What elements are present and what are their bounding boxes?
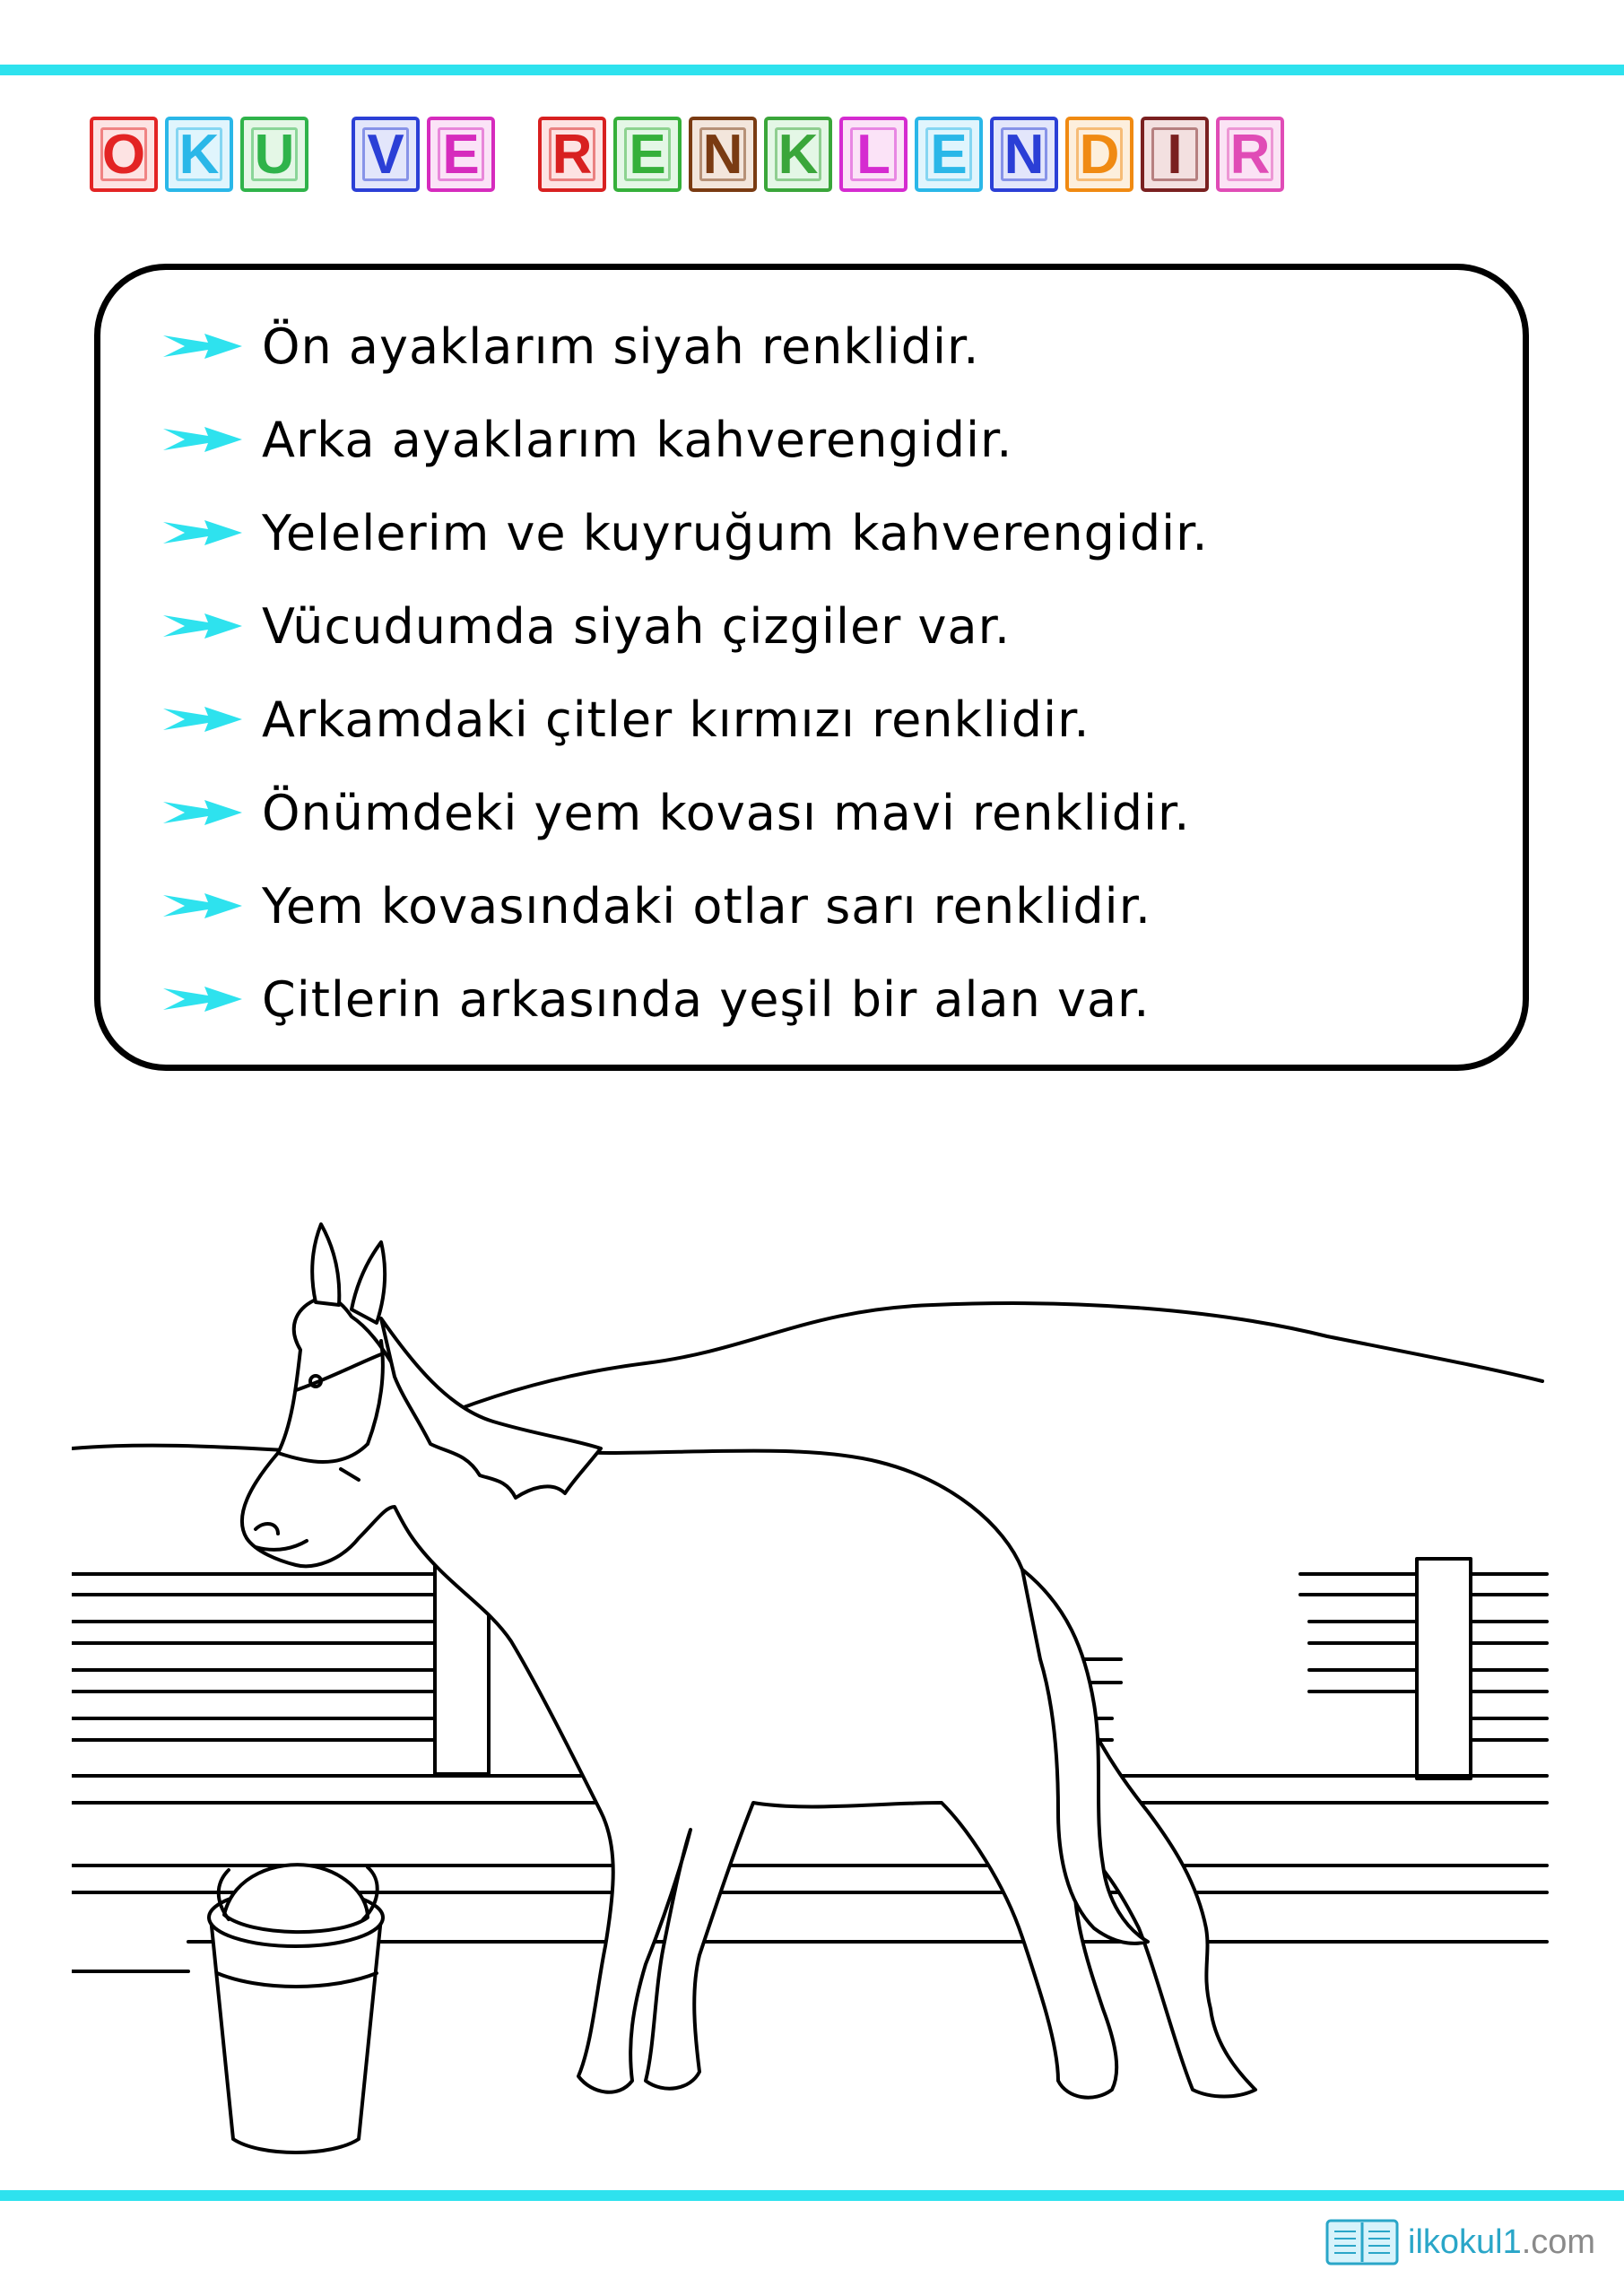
- arrow-right-icon: [163, 515, 242, 551]
- instruction-text: Çitlerin arkasında yeşil bir alan var.: [262, 970, 1151, 1028]
- instruction-text: Yelelerim ve kuyruğum kahverengidir.: [262, 504, 1209, 561]
- title-letter: E: [930, 123, 968, 186]
- title-letter-tile: [240, 117, 308, 192]
- title-letter-tile: [764, 117, 832, 192]
- title-letter: K: [178, 123, 220, 186]
- horse-ear: [312, 1224, 339, 1305]
- instruction-line: [163, 865, 1151, 946]
- title-letter: N: [1003, 123, 1045, 186]
- arrow-right-icon: [163, 608, 242, 644]
- top-accent-rule: [0, 65, 1624, 75]
- instruction-line: [163, 399, 1012, 480]
- horse-coloring-drawing: [72, 1184, 1560, 2170]
- instruction-text: Vücudumda siyah çizgiler var.: [262, 597, 1011, 655]
- horse-ear: [352, 1242, 385, 1323]
- instruction-line: [163, 492, 1209, 573]
- bucket-body: [211, 1918, 381, 2152]
- title-letter-tile: [915, 117, 983, 192]
- title-letter: U: [254, 123, 295, 186]
- title-letter: I: [1167, 123, 1183, 186]
- horse-outline: [242, 1296, 1255, 2098]
- title-letter-tile: [352, 117, 420, 192]
- title-letter-tile: [1065, 117, 1133, 192]
- logo-suffix: .com: [1521, 2222, 1596, 2261]
- instruction-line: [163, 306, 979, 387]
- instruction-text: Yem kovasındaki otlar sarı renklidir.: [262, 877, 1152, 935]
- instruction-text: Önümdeki yem kovası mavi renklidir.: [262, 784, 1191, 841]
- title-letter-tile: [427, 117, 495, 192]
- title-letter-tile: [839, 117, 908, 192]
- instruction-card: [94, 264, 1529, 1071]
- title-letter-tile: [165, 117, 233, 192]
- feed-bucket: [209, 1865, 383, 2152]
- arrow-right-icon: [163, 795, 242, 831]
- title-letter-tile: [1216, 117, 1284, 192]
- title-letter-tile: [990, 117, 1058, 192]
- title-letter-tile: [613, 117, 682, 192]
- arrow-right-icon: [163, 328, 242, 364]
- title-letter: R: [551, 123, 593, 186]
- fence-post: [1417, 1559, 1471, 1779]
- open-book-icon: [1325, 2217, 1399, 2267]
- title-letter-tile: [1141, 117, 1209, 192]
- title-letter: E: [442, 123, 480, 186]
- arrow-right-icon: [163, 422, 242, 457]
- logo-name: ilkokul1: [1408, 2222, 1522, 2261]
- bottom-accent-rule: [0, 2190, 1624, 2201]
- title-letter-tile: [689, 117, 757, 192]
- page-title: [90, 117, 1534, 206]
- title-letter: V: [367, 123, 404, 186]
- instruction-line: [163, 679, 1090, 760]
- title-letter-tile: [90, 117, 158, 192]
- title-letter: L: [856, 123, 890, 186]
- instruction-text: Ön ayaklarım siyah renklidir.: [262, 317, 980, 375]
- title-letter: K: [777, 123, 819, 186]
- title-letter: N: [702, 123, 743, 186]
- instruction-line: [163, 586, 1011, 666]
- title-letter-tile: [538, 117, 606, 192]
- arrow-right-icon: [163, 888, 242, 924]
- arrow-right-icon: [163, 701, 242, 737]
- title-letter: R: [1229, 123, 1271, 186]
- instruction-text: Arka ayaklarım kahverengidir.: [262, 411, 1013, 468]
- instruction-line: [163, 959, 1150, 1039]
- title-letter: O: [101, 123, 146, 186]
- title-letter: E: [629, 123, 666, 186]
- arrow-right-icon: [163, 981, 242, 1017]
- site-logo: [1325, 2213, 1595, 2271]
- instruction-line: [163, 772, 1190, 853]
- bucket-feed: [224, 1865, 368, 1932]
- title-letter: D: [1079, 123, 1120, 186]
- instruction-text: Arkamdaki çitler kırmızı renklidir.: [262, 691, 1090, 748]
